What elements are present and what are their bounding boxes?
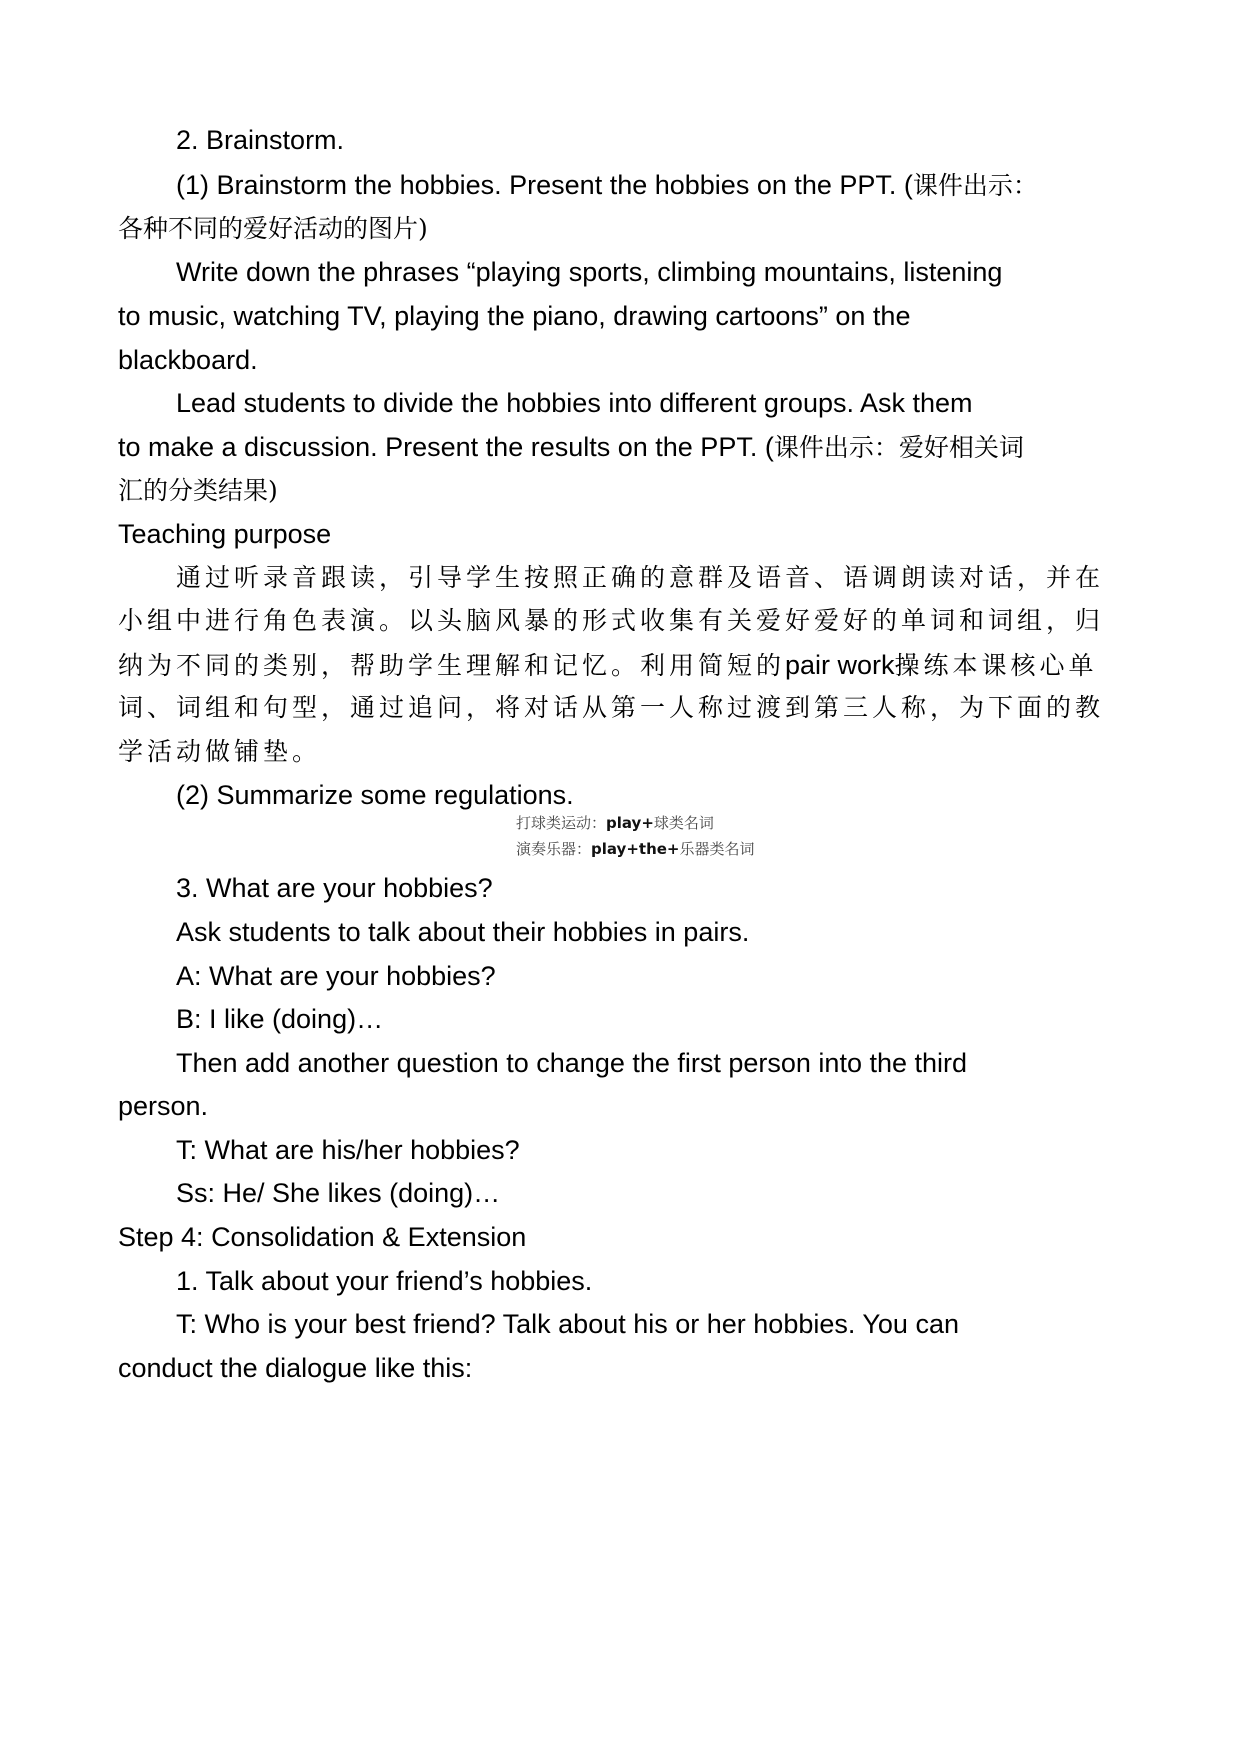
- figure-text-bold: play+the+: [591, 840, 680, 858]
- paragraph-line: Lead students to divide the hobbies into different groups. Ask them: [176, 388, 973, 418]
- paragraph-line: [118, 649, 1128, 682]
- figure-text-bold: play+: [606, 814, 654, 832]
- dialogue-line: A: What are your hobbies?: [176, 961, 496, 991]
- text-span: to make a discussion. Present the results on the PPT. (: [118, 432, 774, 462]
- figure-text: 乐器类名词: [679, 840, 755, 858]
- heading-talk-about-friend: 1. Talk about your friend’s hobbies.: [176, 1266, 593, 1296]
- figure-text: 打球类运动：: [516, 814, 607, 832]
- text-span: pair work: [785, 650, 895, 680]
- paragraph-line: 学活动做铺垫。: [118, 737, 322, 766]
- paragraph-line: 各种不同的爱好活动的图片): [118, 214, 428, 243]
- text-span-zh: 课件出示：: [912, 171, 1038, 200]
- section-heading-teaching-purpose: Teaching purpose: [118, 519, 332, 549]
- dialogue-line: Ss: He/ She likes (doing)…: [176, 1178, 501, 1208]
- paragraph-line: [176, 169, 1128, 202]
- paragraph-line: person.: [118, 1091, 209, 1121]
- paragraph-line: Ask students to talk about their hobbies in pairs.: [176, 917, 750, 947]
- paragraph-line: Then add another question to change the first person into the third: [176, 1048, 968, 1078]
- paragraph-line: (2) Summarize some regulations.: [176, 780, 574, 810]
- paragraph-line: to music, watching TV, playing the piano, drawing cartoons” on the: [118, 301, 911, 331]
- regulation-figure-row: [516, 813, 714, 833]
- text-span-zh: 操练本课核心单: [894, 651, 1098, 680]
- text-span: (1) Brainstorm the hobbies. Present the hobbies on the PPT. (: [176, 170, 913, 200]
- text-span-zh: 课件出示：爱好相关词: [773, 433, 1024, 462]
- figure-text: 球类名词: [653, 814, 714, 832]
- heading-brainstorm: 2. Brainstorm.: [176, 125, 345, 155]
- paragraph-line: 小组中进行角色表演。以头脑风暴的形式收集有关爱好爱好的单词和词组，归: [118, 606, 1105, 635]
- paragraph-line: conduct the dialogue like this:: [118, 1353, 473, 1383]
- paragraph-line: T: Who is your best friend? Talk about his or her hobbies. You can: [176, 1309, 959, 1339]
- paragraph-line: blackboard.: [118, 345, 258, 375]
- paragraph-line: 词、词组和句型，通过追问，将对话从第一人称过渡到第三人称，为下面的教: [118, 693, 1105, 722]
- text-span-zh: 纳为不同的类别，帮助学生理解和记忆。利用简短的: [118, 651, 786, 680]
- regulation-figure-row: [516, 839, 755, 859]
- dialogue-line: B: I like (doing)…: [176, 1004, 384, 1034]
- paragraph-line: 通过听录音跟读，引导学生按照正确的意群及语音、语调朗读对话，并在: [176, 563, 1105, 592]
- heading-what-are-your-hobbies: 3. What are your hobbies?: [176, 873, 493, 903]
- section-heading-step-4: Step 4: Consolidation & Extension: [118, 1222, 527, 1252]
- paragraph-line: 汇的分类结果): [118, 476, 278, 505]
- paragraph-line: Write down the phrases “playing sports, climbing mountains, listening: [176, 257, 1003, 287]
- figure-text: 演奏乐器：: [516, 840, 592, 858]
- paragraph-line: [118, 431, 1128, 464]
- dialogue-line: T: What are his/her hobbies?: [176, 1135, 520, 1165]
